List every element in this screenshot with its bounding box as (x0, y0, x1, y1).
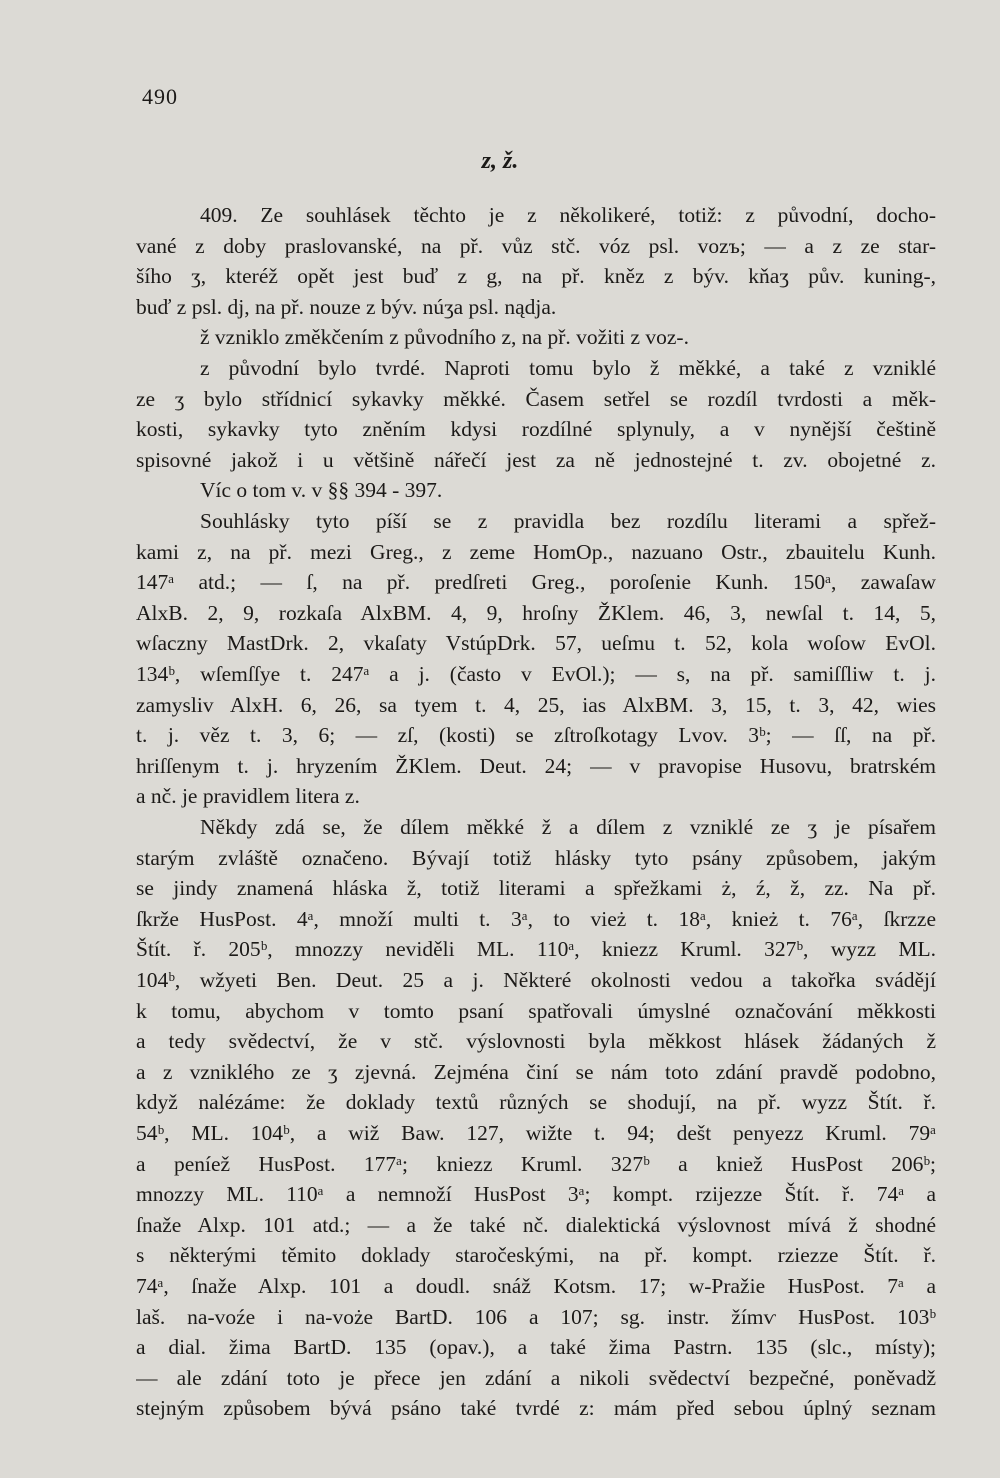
text-line: buď z psl. dj, na př. nouze z býv. núʒa psl. nądja. (136, 294, 557, 319)
text-line: ſkrže HusPost. 4ᵃ, množí multi t. 3ᵃ, to vież t. 18ᵃ, knież t. 76ᵃ, ſkrzze (136, 906, 936, 931)
text-line: starým zvláště označeno. Bývají totiž hlásky tyto psány způsobem, jakým (136, 845, 936, 870)
text-line: ž vzniklo změkčením z původního z, na př. vožiti z voz-. (200, 325, 689, 350)
text-line: z původní bylo tvrdé. Naproti tomu bylo ž měkké, a také z vzniklé (200, 356, 936, 380)
text-line: 74ᵃ, ſnaže Alxp. 101 a doudl. snáž Kotsm. 17; w-Pražie HusPost. 7ᵃ a (136, 1274, 936, 1298)
text-line: 134ᵇ, wſemſſye t. 247ᵃ a j. (často v EvOl.); — s, na př. samiſſliw t. j. (136, 662, 936, 686)
text-line: 409. Ze souhlásek těchto je z několikeré, totiž: z původní, docho- (200, 203, 936, 227)
text-line: zamysliv AlxH. 6, 26, sa tyem t. 4, 25, ias AlxBM. 3, 15, t. 3, 42, wies (136, 692, 936, 717)
text-line: šího ʒ, kteréž opět jest buď z g, na př. kněz z býv. kňaʒ pův. kuning-, (136, 264, 936, 289)
text-line: a peníež HusPost. 177ᵃ; kniezz Kruml. 327ᵇ a kniež HusPost 206ᵇ; (136, 1151, 936, 1176)
text-line: kami z, na př. mezi Greg., z zeme HomOp., nazuano Ostr., zbauitelu Kunh. (136, 539, 936, 564)
text-line: laš. na-voźe i na-voże BartD. 106 a 107; sg. instr. žímѵ HusPost. 103ᵇ (136, 1304, 936, 1329)
text-line: AlxB. 2, 9, rozkaſa AlxBM. 4, 9, hroſny ŽKlem. 46, 3, newſal t. 14, 5, (136, 600, 936, 625)
text-line: se jindy znamená hláska ž, totiž literami a spřežkami ż, ź, ž, zz. Na př. (136, 876, 936, 901)
text-line: stejným způsobem bývá psáno také tvrdé z: mám před sebou úplný seznam (136, 1396, 936, 1421)
text-line: a dial. žima BartD. 135 (opav.), a také žima Pastrn. 135 (slc., místy); (136, 1335, 936, 1360)
text-line: a z vzniklého ze ʒ zjevná. Zejména činí se nám toto zdání pravdě podobno, (136, 1059, 936, 1084)
text-line: 54ᵇ, ML. 104ᵇ, a wiž Baw. 127, wižte t. 94; dešt penyezz Kruml. 79ᵃ (136, 1121, 936, 1145)
text-line: 147ᵃ atd.; — ſ, na př. predſreti Greg., poroſenie Kunh. 150ᵃ, zawaſaw (136, 570, 936, 595)
text-line: ſnaže Alxp. 101 atd.; — a že také nč. dialektická výslovnost mívá ž shodné (136, 1212, 936, 1237)
page-number: 490 (142, 84, 178, 109)
text-line: Souhlásky tyto píší se z pravidla bez rozdílu literami a spřež- (200, 509, 936, 533)
section-heading: z, ž. (481, 148, 519, 174)
text-line: mnozzy ML. 110ᵃ a nemnoží HusPost 3ᵃ; kompt. rzijezze Štít. ř. 74ᵃ a (136, 1182, 936, 1207)
text-line: když nalézáme: že doklady textů různých se shodují, na př. wyzz Štít. ř. (136, 1090, 936, 1115)
text-line: kosti, sykavky tyto zněním kdysi rozdílné splynuly, a v nynější češtině (136, 417, 936, 442)
text-line: Někdy zdá se, že dílem měkké ž a dílem z vzniklé ze ʒ je písařem (200, 815, 936, 839)
text-line: hriſſenym t. j. hryzením ŽKlem. Deut. 24; — v pravopise Husovu, bratrském (136, 753, 936, 778)
text-line: 104ᵇ, wžyeti Ben. Deut. 25 a j. Některé okolnosti vedou a takořka svádějí (136, 968, 936, 992)
text-line: spisovné jakož i u většině nářečí jest za ně jednostejné t. zv. obojetné z. (136, 447, 936, 472)
text-line: Víc o tom v. v §§ 394 - 397. (200, 478, 443, 503)
text-line: wſaczny MastDrk. 2, vkaſaty VstúpDrk. 57, ueſmu t. 52, kola woſow EvOl. (136, 631, 936, 656)
text-line: a nč. je pravidlem litera z. (136, 784, 360, 809)
text-line: a tedy svědectví, že v stč. výslovnosti byla měkkost hlásek žádaných ž (136, 1029, 936, 1054)
text-line: k tomu, abychom v tomto psaní spatřovali úmyslné označování měkkosti (136, 998, 936, 1023)
text-line: ze ʒ bylo střídnicí sykavky měkké. Časem setřel se rozdíl tvrdosti a měk- (136, 386, 936, 411)
text-line: t. j. věz t. 3, 6; — zſ, (kosti) se zſtroſkotagy Lvov. 3ᵇ; — ſſ, na př. (136, 723, 936, 748)
text-line: — ale zdání toto je přece jen zdání a nikoli svědectví bezpečné, poněvadž (136, 1365, 936, 1390)
text-line: Štít. ř. 205ᵇ, mnozzy neviděli ML. 110ᵃ, kniezz Kruml. 327ᵇ, wyzz ML. (136, 937, 936, 962)
text-line: vané z doby praslovanské, na př. vůz stč. vóz psl. vozъ; — a z ze star- (136, 233, 936, 258)
text-line: s některými těmito doklady staročeskými, na př. kompt. rziezze Štít. ř. (136, 1243, 936, 1268)
